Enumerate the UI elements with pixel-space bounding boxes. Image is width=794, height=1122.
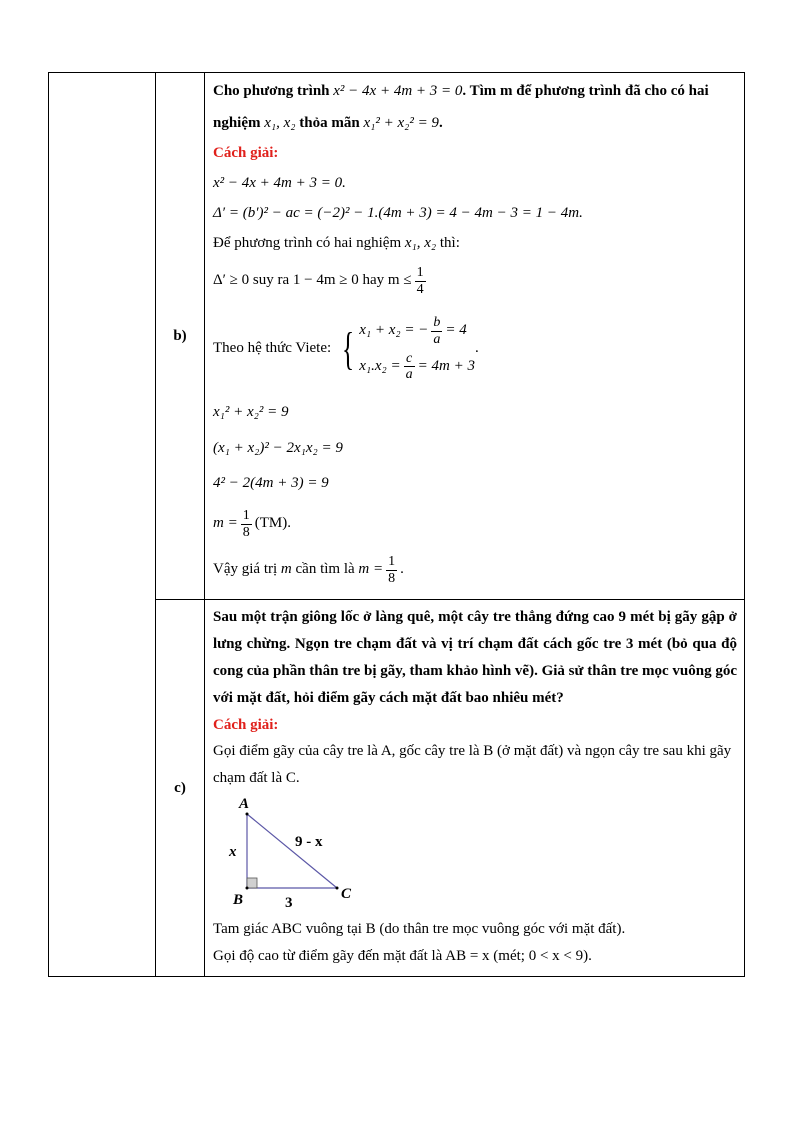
solution-heading-c: Cách giải: bbox=[213, 717, 279, 733]
fraction-one-quarter: $\frac{1}{4}$ bbox=[416, 265, 424, 297]
step-line-3: 4² − 2(4m + 3) = 9 bbox=[213, 475, 329, 492]
point-c bbox=[336, 887, 339, 890]
solution-table bbox=[48, 72, 745, 977]
right-triangle-figure bbox=[221, 794, 371, 912]
label-bc-length: 3 bbox=[285, 895, 293, 911]
height-definition: Gọi độ cao từ điểm gãy đến mặt đất là AB = x (mét; 0 < x < 9). bbox=[213, 948, 592, 964]
right-angle-marker bbox=[247, 878, 257, 888]
problem-statement-b: Cho phương trình x² − 4x + 4m + 3 = 0. Tìm m để phương trình đã cho có hai nghiệm x₁, x₂ thỏa mãn x₁² + x₂² = 9. bbox=[213, 83, 709, 131]
point-a bbox=[246, 813, 249, 816]
condition-line: Để phương trình có hai nghiệm x₁, x₂ thì: bbox=[213, 235, 460, 252]
label-a: A bbox=[239, 796, 250, 812]
viete-sum: x₁ + x₂ = − $\frac{b}{a}$ = 4 bbox=[359, 315, 467, 347]
table-row-b bbox=[49, 73, 745, 600]
label-b: B bbox=[233, 892, 244, 908]
conclusion-line-b: Vậy giá trị m cần tìm là m = $\frac{1}{8}$ . bbox=[213, 554, 404, 586]
delta-condition-line: Δ′ ≥ 0 suy ra 1 − 4m ≥ 0 hay m ≤ $\frac{1}{4}$ bbox=[213, 265, 424, 297]
part-label-c: c) bbox=[156, 600, 205, 977]
problem-statement-c: Sau một trận giông lốc ở làng quê, một cây tre thẳng đứng cao 9 mét bị gãy gập ở lưng chừng. Ngọn tre chạm đất và vị trí chạm đất cách gốc tre 3 mét (bỏ qua độ cong của phần thân tre bị gãy, tham khảo hình vẽ). Giả sử thân tre mọc vuông góc với mặt đất, hỏi điểm gãy cách mặt đất bao nhiêu mét? bbox=[213, 609, 737, 706]
viete-product: x₁.x₂ = $\frac{c}{a}$ = 4m + 3 bbox=[359, 351, 475, 383]
discriminant-line: Δ′ = (b′)² − ac = (−2)² − 1.(4m + 3) = 4 − 4m − 3 = 1 − 4m. bbox=[213, 205, 583, 222]
solution-heading-b: Cách giải: bbox=[213, 145, 279, 162]
label-c: C bbox=[341, 886, 352, 902]
label-ac-length: 9 - x bbox=[295, 834, 323, 850]
content-cell-c bbox=[205, 600, 745, 977]
viete-line: Theo hệ thức Viete: { x₁ + x₂ = − $\frac{b}{a}$ = 4 x₁.x₂ = $\frac{c}{a}$ = 4m + 3 . bbox=[213, 315, 479, 383]
question-cell bbox=[49, 73, 156, 977]
step-line-1: x₁² + x₂² = 9 bbox=[213, 404, 289, 421]
label-ab-length: x bbox=[229, 844, 237, 860]
brace-symbol: { bbox=[342, 323, 355, 374]
segment-ac bbox=[247, 814, 337, 888]
point-b bbox=[246, 887, 249, 890]
viete-system: { x₁ + x₂ = − $\frac{b}{a}$ = 4 x₁.x₂ = $\frac{c}{a}$ = 4m + 3 . bbox=[342, 315, 479, 383]
intro-paragraph: Gọi điểm gãy của cây tre là A, gốc cây tre là B (ở mặt đất) và ngọn cây tre sau khi gãy chạm đất là C. bbox=[213, 743, 732, 786]
part-label-b: b) bbox=[156, 73, 205, 600]
equation-line-1: x² − 4x + 4m + 3 = 0. bbox=[213, 175, 346, 192]
step-line-4: m = $\frac{1}{8}$ (TM). bbox=[213, 508, 291, 540]
right-triangle-note: Tam giác ABC vuông tại B (do thân tre mọc vuông góc với mặt đất). bbox=[213, 921, 626, 937]
content-cell-b bbox=[205, 73, 745, 600]
step-line-2: (x₁ + x₂)² − 2x₁x₂ = 9 bbox=[213, 440, 343, 457]
